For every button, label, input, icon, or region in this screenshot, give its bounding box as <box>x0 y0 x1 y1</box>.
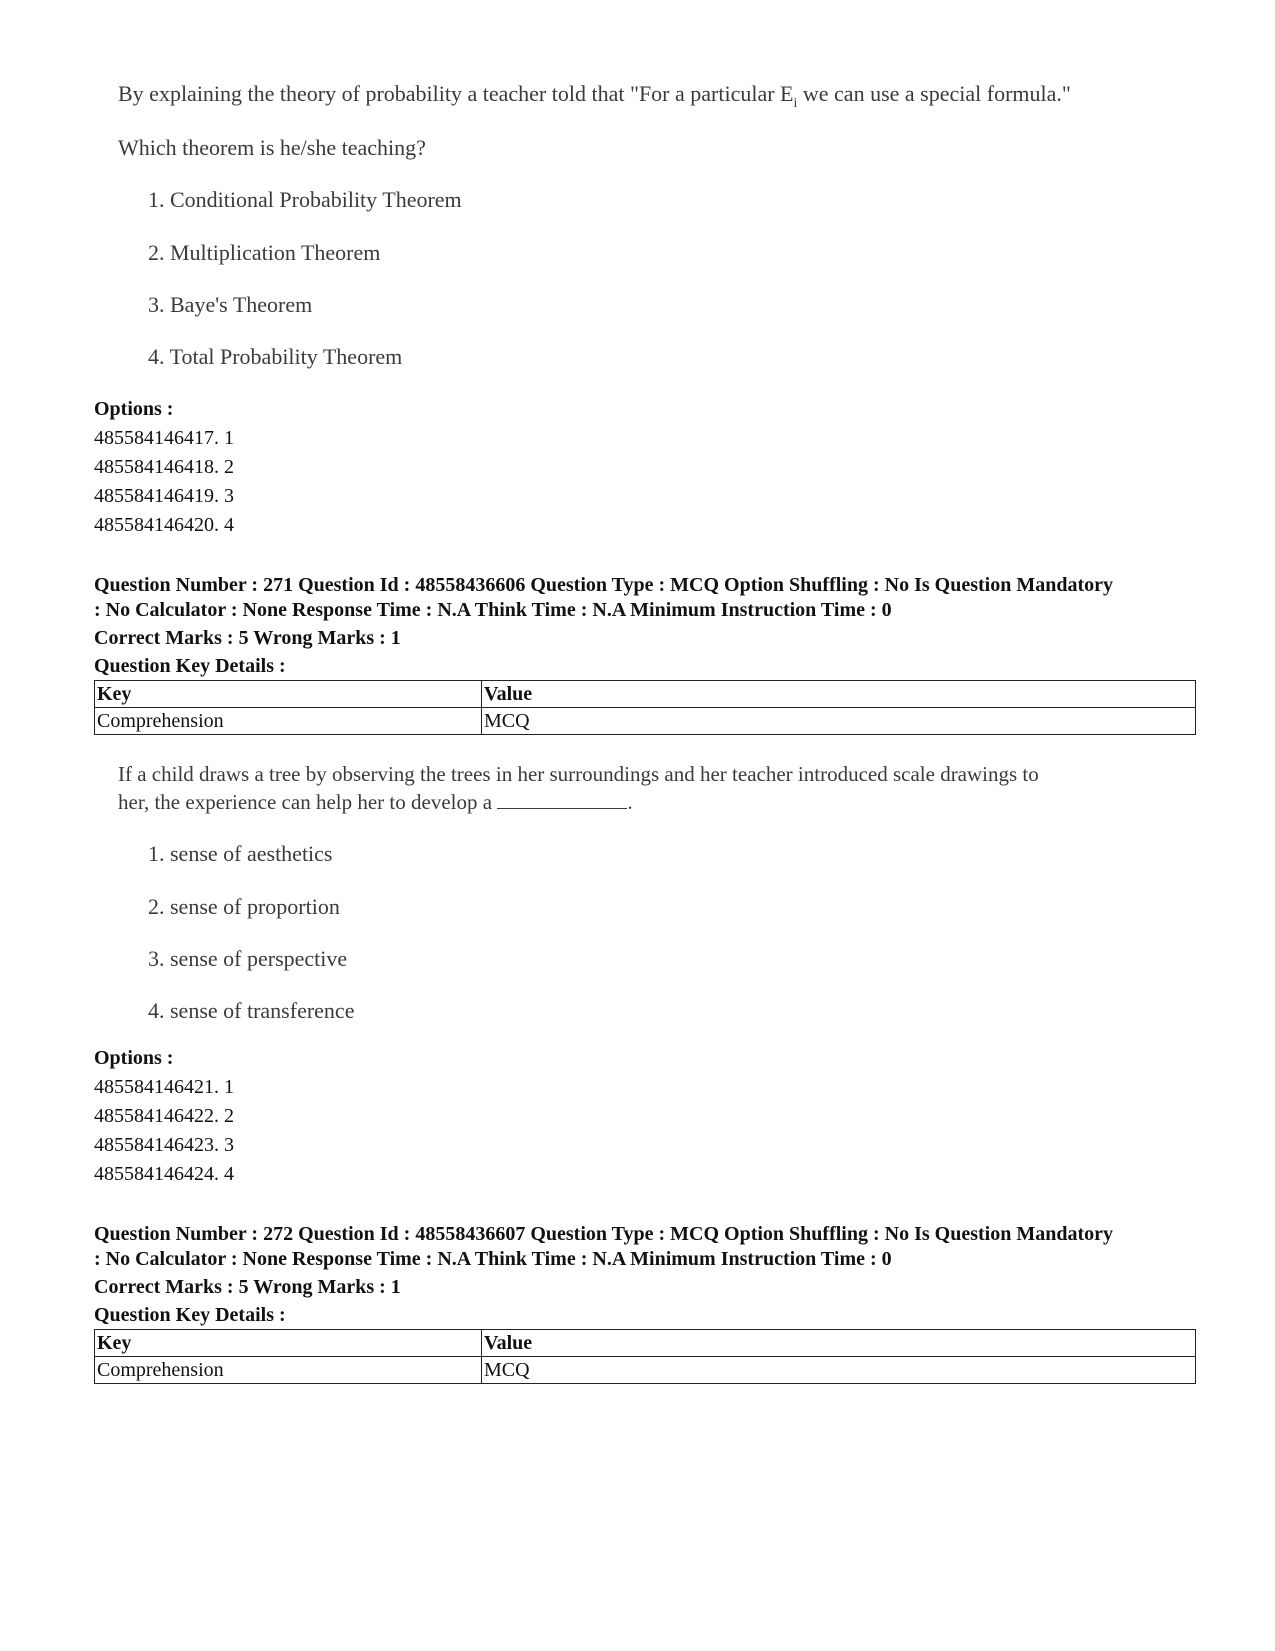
question-272-key-details-label: Question Key Details : <box>94 1304 286 1326</box>
option-item: 485584146420. 4 <box>94 514 234 536</box>
table-header-row <box>95 1330 1196 1357</box>
option-item: 485584146417. 1 <box>94 427 234 449</box>
answer-blank <box>497 790 627 809</box>
question-271-stem-line2 <box>118 790 633 815</box>
question-271-marks: Correct Marks : 5 Wrong Marks : 1 <box>94 627 401 649</box>
question-271-stem-line1: If a child draws a tree by observing the trees in her surroundings and her teacher introduced scale drawings to <box>118 762 1039 786</box>
table-cell-key: Comprehension <box>95 1357 482 1384</box>
question-271-options-label: Options : <box>94 1047 174 1069</box>
table-cell-value: MCQ <box>482 1357 1196 1384</box>
question-271-choice-1: 1. sense of aesthetics <box>148 841 333 866</box>
option-item: 485584146422. 2 <box>94 1105 234 1127</box>
question-270-stem-line2: Which theorem is he/she teaching? <box>118 135 426 160</box>
question-272-header <box>94 1222 1204 1328</box>
question-271-choice-3: 3. sense of perspective <box>148 946 348 971</box>
question-272-key-table <box>94 1329 1196 1384</box>
option-item: 485584146421. 1 <box>94 1076 234 1098</box>
table-header-value: Value <box>482 681 1196 708</box>
question-272-marks: Correct Marks : 5 Wrong Marks : 1 <box>94 1276 401 1298</box>
table-cell-key: Comprehension <box>95 708 482 735</box>
question-270-choice-1: 1. Conditional Probability Theorem <box>148 187 462 212</box>
stem-text: By explaining the theory of probability a teacher told that "For a particular E <box>118 81 794 106</box>
table-header-value: Value <box>482 1330 1196 1357</box>
stem-text: her, the experience can help her to develop a <box>118 790 493 814</box>
question-272-meta-line1: Question Number : 272 Question Id : 48558436607 Question Type : MCQ Option Shuffling : No Is Question Mandatory <box>94 1223 1113 1245</box>
question-271-choice-4: 4. sense of transference <box>148 998 355 1023</box>
question-270-choice-3: 3. Baye's Theorem <box>148 292 313 317</box>
question-271-image <box>118 0 1228 1040</box>
option-item: 485584146423. 3 <box>94 1134 234 1156</box>
option-item: 485584146418. 2 <box>94 456 234 478</box>
question-271-choice-2: 2. sense of proportion <box>148 894 340 919</box>
table-row <box>95 1357 1196 1384</box>
table-header-key: Key <box>95 681 482 708</box>
table-header-key: Key <box>95 1330 482 1357</box>
question-271-options-list <box>94 1073 234 1189</box>
stem-text: we can use a special formula." <box>797 81 1071 106</box>
question-271-key-details-label: Question Key Details : <box>94 655 286 677</box>
question-270-choice-2: 2. Multiplication Theorem <box>148 240 381 265</box>
table-cell-value: MCQ <box>482 708 1196 735</box>
question-271-meta-line2: : No Calculator : None Response Time : N.A Think Time : N.A Minimum Instruction Time : 0 <box>94 599 892 621</box>
option-item: 485584146424. 4 <box>94 1163 234 1185</box>
question-270-options-label: Options : <box>94 398 174 420</box>
stem-subscript: i <box>793 96 798 111</box>
question-270-choice-4: 4. Total Probability Theorem <box>148 344 403 369</box>
option-item: 485584146419. 3 <box>94 485 234 507</box>
question-271-meta-line1: Question Number : 271 Question Id : 48558436606 Question Type : MCQ Option Shuffling : No Is Question Mandatory <box>94 574 1113 596</box>
stem-text: . <box>627 790 633 814</box>
question-272-meta-line2: : No Calculator : None Response Time : N.A Think Time : N.A Minimum Instruction Time : 0 <box>94 1248 892 1270</box>
